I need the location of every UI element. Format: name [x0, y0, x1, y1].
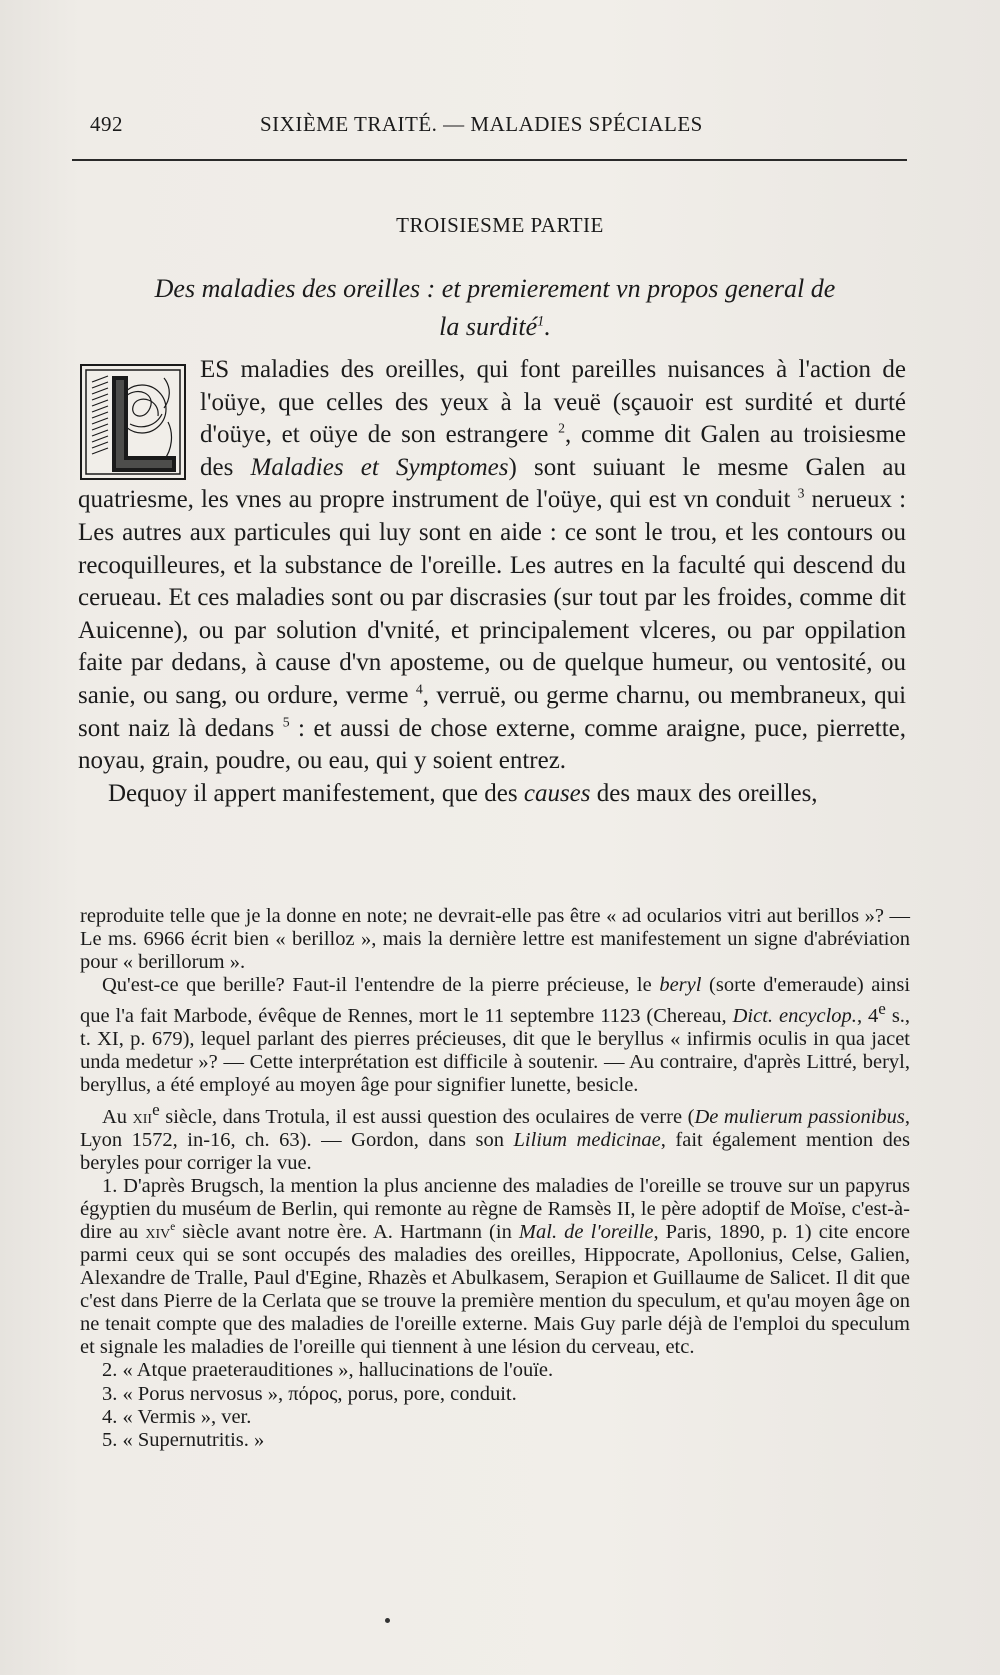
text-run: : et aussi de chose externe, comme araigne, puce, pierrette, noyau, grain, poudre, ou eau, qui y soient entrez.: [78, 714, 907, 775]
text-run: , Lyon 1572, in-16, ch. 63). — Gordon, dans son: [80, 1105, 911, 1151]
superscript: e: [878, 999, 886, 1019]
footnote-continued: reproduite telle que je la donne en note; ne devrait-elle pas être « ad ocularios vitri aut berillos »? — Le ms. 6966 écrit bien « berilloz », mais la dernière lettre est manifestement un signe d'abréviation pour « berillorum ».: [80, 905, 910, 974]
emphasis: causes: [523, 779, 591, 807]
text-run: s., t. XI, p. 679), lequel parlant des pierres précieuses, dit que le beryllus « infirmis oculis in qua jacet unda medetur »? — Cette interprétation est difficile à soutenir. — Au contraire, d'après Littré, beryl, beryllus, a été employé au moyen âge pour signifier lunette, besicle.: [80, 1005, 911, 1097]
paragraph-1: [78, 354, 906, 778]
footnote-2: 2. « Atque praeterauditiones », hallucinations de l'ouïe.: [102, 1359, 554, 1382]
footnote-paragraph: [80, 1098, 910, 1175]
paragraph-2: [78, 778, 906, 811]
text-run: , Paris, 1890, p. 1) cite encore parmi ceux qui se sont occupés des maladies des oreilles, Hippocrate, Apollonius, Celse, Galien, Alexandre de Tralle, Paul d'Egine, Rhazès et Abulkasem, Serapion et Guillaume de Salicet. Il dit que c'est dans Pierre de la Cerlata que se trouve la première mention du speculum, et qu'au moyen âge on ne tenait compte que des maladies de l'oreille externe. Mais Guy parle déjà de l'emploi du speculum et signale les maladies de l'oreille qui tiennent à une lésion du cerveau, etc.: [80, 1220, 911, 1359]
page-number: 492: [90, 112, 123, 136]
text-run: ) sont suiuant le mesme Galen au quatriesme, les vnes au propre instrument de l'oüye, qui est vn conduit: [78, 453, 907, 514]
text-run: Au: [102, 1105, 128, 1128]
footnote-ref: 3: [797, 486, 805, 502]
book-title: Maladies et Symptomes: [250, 453, 509, 481]
part-title: TROISIESME PARTIE: [396, 213, 604, 237]
footnote-ref: 1: [537, 313, 545, 330]
text-run: siècle, dans Trotula, il est aussi question des oculaires de verre (: [165, 1105, 695, 1128]
text-run: des maux des oreilles,: [596, 779, 818, 807]
footnote-5: 5. « Supernutritis. »: [102, 1428, 265, 1451]
text-run: (sorte d'emeraude) ainsi que l'a fait Marbode, évêque de Rennes, mort le 11 septembre 1123 (Chereau,: [80, 974, 911, 1028]
footnote-ref: 2: [558, 420, 565, 436]
emphasis: beryl: [659, 974, 702, 997]
text-run: , comme dit Galen au troisiesme des: [200, 421, 907, 481]
footnotes: [80, 905, 910, 1452]
book-title: De mulierum passionibus: [694, 1105, 905, 1128]
text-run: , fait également mention des beryles pour corriger la vue.: [80, 1128, 910, 1174]
footnote-1: [80, 1175, 910, 1360]
footnote-number: 1.: [102, 1174, 118, 1197]
book-title: Dict. encyclop.: [732, 1005, 857, 1028]
superscript: e: [152, 1099, 160, 1119]
running-header: [90, 108, 900, 148]
section-subtitle: Des maladies des oreilles : et premierement vn propos general de la surdité$^1$.: [154, 274, 836, 341]
roman-numeral: xiv: [145, 1220, 171, 1243]
footnote-3: 3. « Porus nervosus », πόρος, porus, pore, conduit.: [102, 1382, 517, 1405]
footnote-4: 4. « Vermis », ver.: [102, 1405, 252, 1428]
text-run: D'après Brugsch, la mention la plus ancienne des maladies de l'oreille se trouve sur un papyrus égyptien du muséum de Berlin, qui remonte au règne de Ramsès II, le père adoptif de Moïse, c'est-à-dire au: [80, 1174, 910, 1243]
subtitle-text: Des maladies des oreilles : et premierement vn propos general de la surdité: [154, 274, 836, 341]
print-speck: [385, 1618, 390, 1623]
text-run: nerueux : Les autres aux particules qui luy sont en aide : ce sont le trou, et les contours ou recoquilleures, et la substance de l'oreille. Les autres en la faculté qui descend du cerueau. Et ces maladies sont ou par discrasies (sur tout par les froides, comme dit Auicenne), ou par solution d'vnité, et principalement vlceres, ou par oppilation faite par dedans, à cause d'vn aposteme, ou de quelque humeur, ou ventosité, ou sanie, ou sang, ou ordure, verme: [78, 486, 907, 709]
running-title: SIXIÈME TRAITÉ. — MALADIES SPÉCIALES: [260, 112, 703, 136]
text-run: siècle avant notre ère. A. Hartmann (in: [182, 1220, 512, 1243]
book-title: Mal. de l'oreille: [518, 1220, 654, 1243]
text-run: ES maladies des oreilles, qui font pareilles nuisances à l'action de l'oüye, que celles des yeux à la veuë (sçauoir est surdité et durté d'oüye, et oüye de son estrangere: [200, 356, 906, 449]
footnote-paragraph: [80, 974, 910, 1097]
text-run: , 4: [856, 1005, 879, 1028]
main-text: [78, 354, 906, 810]
text-run: Qu'est-ce que berille? Faut-il l'entendre de la pierre précieuse, le: [102, 974, 652, 997]
footnote-ref: 4: [415, 681, 423, 697]
superscript: e: [170, 1221, 176, 1234]
roman-numeral: xii: [132, 1105, 153, 1128]
header-rule: [72, 159, 907, 161]
text-run: Dequoy il appert manifestement, que des: [108, 779, 518, 807]
text-run: , verruë, ou germe charnu, ou membraneux, qui sont naiz là dedans: [78, 681, 907, 742]
book-title: Lilium medicinae: [513, 1128, 661, 1151]
footnote-ref: 5: [282, 714, 290, 730]
